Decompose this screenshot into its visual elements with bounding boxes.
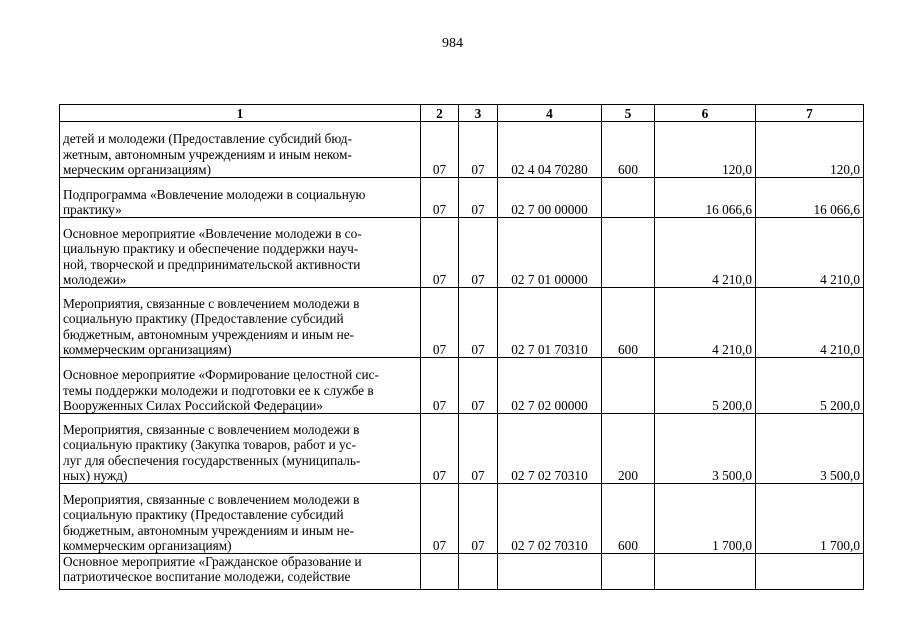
section-cell: 07	[421, 288, 459, 358]
sum-cell: 16 066,6	[756, 178, 864, 218]
section-cell: 07	[421, 122, 459, 178]
sum-cell: 5 200,0	[655, 358, 756, 414]
row-name-cell: Основное мероприятие «Гражданское образование и патриотическое воспитание молодежи, содействие	[60, 554, 421, 590]
column-header: 6	[655, 105, 756, 122]
target-article-cell: 02 7 02 70310	[498, 484, 602, 554]
target-article-cell: 02 7 01 70310	[498, 288, 602, 358]
sum-cell: 120,0	[655, 122, 756, 178]
subsection-cell	[459, 554, 498, 590]
sum-cell: 4 210,0	[756, 218, 864, 288]
subsection-cell: 07	[459, 484, 498, 554]
column-header: 1	[60, 105, 421, 122]
expense-type-cell: 200	[602, 414, 655, 484]
expense-type-cell: 600	[602, 288, 655, 358]
column-header: 2	[421, 105, 459, 122]
sum-cell: 120,0	[756, 122, 864, 178]
expense-type-cell	[602, 218, 655, 288]
sum-cell: 4 210,0	[655, 288, 756, 358]
sum-cell: 3 500,0	[756, 414, 864, 484]
row-name-cell: детей и молодежи (Предоставление субсидий бюд- жетным, автономным учреждениям и иным неком- мерческим организациям)	[60, 122, 421, 178]
table-header-row	[60, 105, 864, 122]
budget-table	[59, 104, 864, 590]
sum-cell	[655, 554, 756, 590]
table-row	[60, 358, 864, 414]
section-cell: 07	[421, 484, 459, 554]
row-name-cell: Мероприятия, связанные с вовлечением молодежи в социальную практику (Предоставление субсидий бюджетным, автономным учреждениям и иным не- коммерческим организациям)	[60, 484, 421, 554]
table-row	[60, 218, 864, 288]
sum-cell: 1 700,0	[655, 484, 756, 554]
table-row	[60, 414, 864, 484]
table-row	[60, 178, 864, 218]
subsection-cell: 07	[459, 122, 498, 178]
subsection-cell: 07	[459, 178, 498, 218]
target-article-cell: 02 7 00 00000	[498, 178, 602, 218]
row-name-cell: Мероприятия, связанные с вовлечением молодежи в социальную практику (Закупка товаров, работ и ус- луг для обеспечения государственных (муниципаль- ных) нужд)	[60, 414, 421, 484]
row-name-cell: Подпрограмма «Вовлечение молодежи в социальную практику»	[60, 178, 421, 218]
column-header: 3	[459, 105, 498, 122]
column-header: 4	[498, 105, 602, 122]
sum-cell: 5 200,0	[756, 358, 864, 414]
sum-cell	[756, 554, 864, 590]
target-article-cell: 02 7 02 00000	[498, 358, 602, 414]
section-cell	[421, 554, 459, 590]
target-article-cell	[498, 554, 602, 590]
row-name-cell: Мероприятия, связанные с вовлечением молодежи в социальную практику (Предоставление субсидий бюджетным, автономным учреждениям и иным не- коммерческим организациям)	[60, 288, 421, 358]
subsection-cell: 07	[459, 218, 498, 288]
expense-type-cell	[602, 358, 655, 414]
target-article-cell: 02 4 04 70280	[498, 122, 602, 178]
sum-cell: 1 700,0	[756, 484, 864, 554]
section-cell: 07	[421, 358, 459, 414]
column-header: 5	[602, 105, 655, 122]
section-cell: 07	[421, 178, 459, 218]
expense-type-cell: 600	[602, 484, 655, 554]
table-row	[60, 554, 864, 590]
table-row	[60, 484, 864, 554]
sum-cell: 4 210,0	[756, 288, 864, 358]
sum-cell: 4 210,0	[655, 218, 756, 288]
row-name-cell: Основное мероприятие «Формирование целостной сис- темы поддержки молодежи и подготовки ее к службе в Вооруженных Силах Российской Федерации»	[60, 358, 421, 414]
table-row	[60, 122, 864, 178]
table-row	[60, 288, 864, 358]
target-article-cell: 02 7 02 70310	[498, 414, 602, 484]
subsection-cell: 07	[459, 288, 498, 358]
expense-type-cell: 600	[602, 122, 655, 178]
section-cell: 07	[421, 218, 459, 288]
target-article-cell: 02 7 01 00000	[498, 218, 602, 288]
page-number: 984	[442, 36, 463, 51]
row-name-cell: Основное мероприятие «Вовлечение молодежи в со- циальную практику и обеспечение поддержки науч- ной, творческой и предпринимательской активности молодежи»	[60, 218, 421, 288]
sum-cell: 3 500,0	[655, 414, 756, 484]
expense-type-cell	[602, 178, 655, 218]
section-cell: 07	[421, 414, 459, 484]
column-header: 7	[756, 105, 864, 122]
sum-cell: 16 066,6	[655, 178, 756, 218]
table-body	[60, 122, 864, 590]
subsection-cell: 07	[459, 414, 498, 484]
subsection-cell: 07	[459, 358, 498, 414]
expense-type-cell	[602, 554, 655, 590]
